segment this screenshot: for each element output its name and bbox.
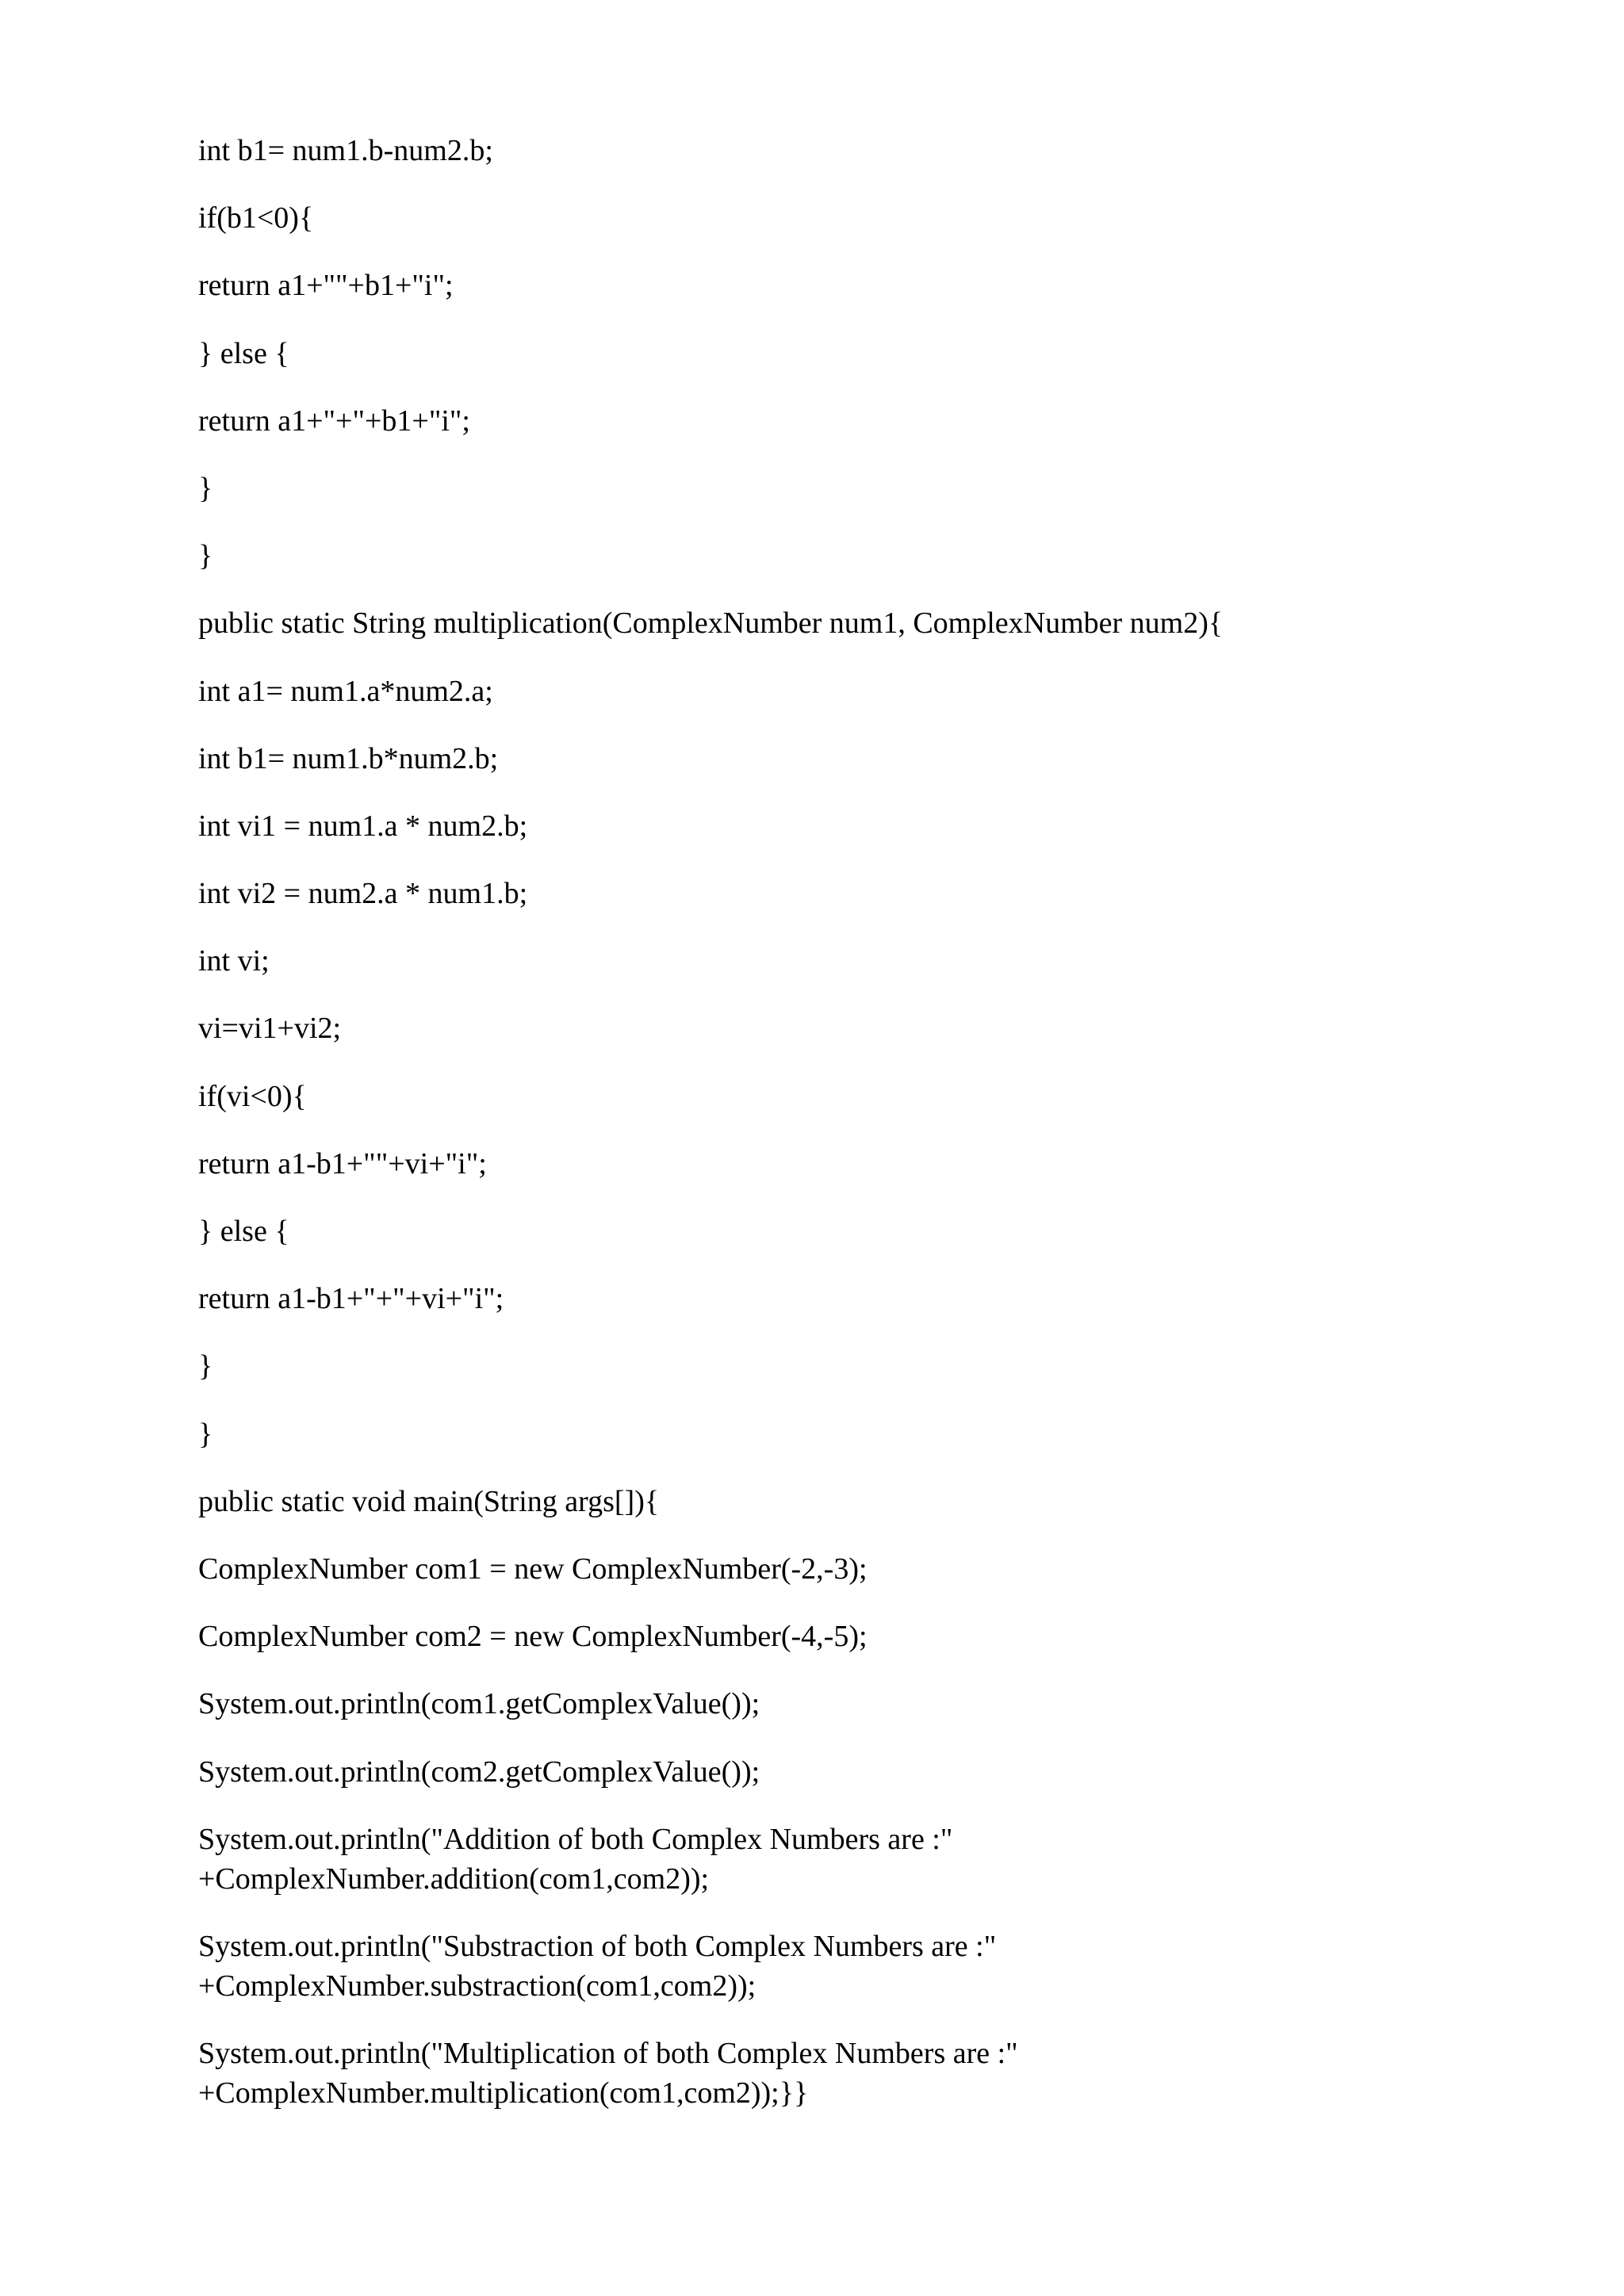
code-line: } <box>198 1417 213 1451</box>
code-line: } <box>198 539 213 573</box>
code-line: int vi1 = num1.a * num2.b; <box>198 809 528 843</box>
code-line: } <box>198 471 213 505</box>
code-line: vi=vi1+vi2; <box>198 1012 342 1046</box>
code-line: public static void main(String args[]){ <box>198 1484 660 1518</box>
code-line: ComplexNumber com1 = new ComplexNumber(-2,-3); <box>198 1552 868 1586</box>
code-line: System.out.println("Multiplication of both Complex Numbers are :" +ComplexNumber.multiplication(com1,com2));}} <box>198 2037 1018 2110</box>
code-line: public static String multiplication(ComplexNumber num1, ComplexNumber num2){ <box>198 607 1224 641</box>
code-line: int b1= num1.b*num2.b; <box>198 741 499 775</box>
code-line: return a1-b1+"+"+vi+"i"; <box>198 1282 504 1316</box>
code-line: int vi2 = num2.a * num1.b; <box>198 877 528 911</box>
code-line: System.out.println("Substraction of both Complex Numbers are :" +ComplexNumber.substraction(com1,com2)); <box>198 1929 997 2003</box>
code-line: if(vi<0){ <box>198 1079 307 1113</box>
code-line: } else { <box>198 1215 289 1248</box>
code-line: int b1= num1.b-num2.b; <box>198 134 493 167</box>
code-line: return a1+"+"+b1+"i"; <box>198 404 470 438</box>
code-listing <box>198 131 1507 2141</box>
code-line: System.out.println("Addition of both Complex Numbers are :" +ComplexNumber.addition(com1,com2)); <box>198 1822 953 1896</box>
code-line: if(b1<0){ <box>198 201 314 235</box>
code-line: ComplexNumber com2 = new ComplexNumber(-4,-5); <box>198 1620 868 1654</box>
code-line: } <box>198 1349 213 1383</box>
code-line: int vi; <box>198 944 270 978</box>
code-line: } else { <box>198 336 289 370</box>
code-line: System.out.println(com1.getComplexValue()); <box>198 1687 760 1721</box>
code-line: System.out.println(com2.getComplexValue()); <box>198 1755 760 1789</box>
code-line: int a1= num1.a*num2.a; <box>198 674 493 708</box>
code-line: return a1-b1+""+vi+"i"; <box>198 1146 487 1181</box>
code-line: return a1+""+b1+"i"; <box>198 269 454 303</box>
